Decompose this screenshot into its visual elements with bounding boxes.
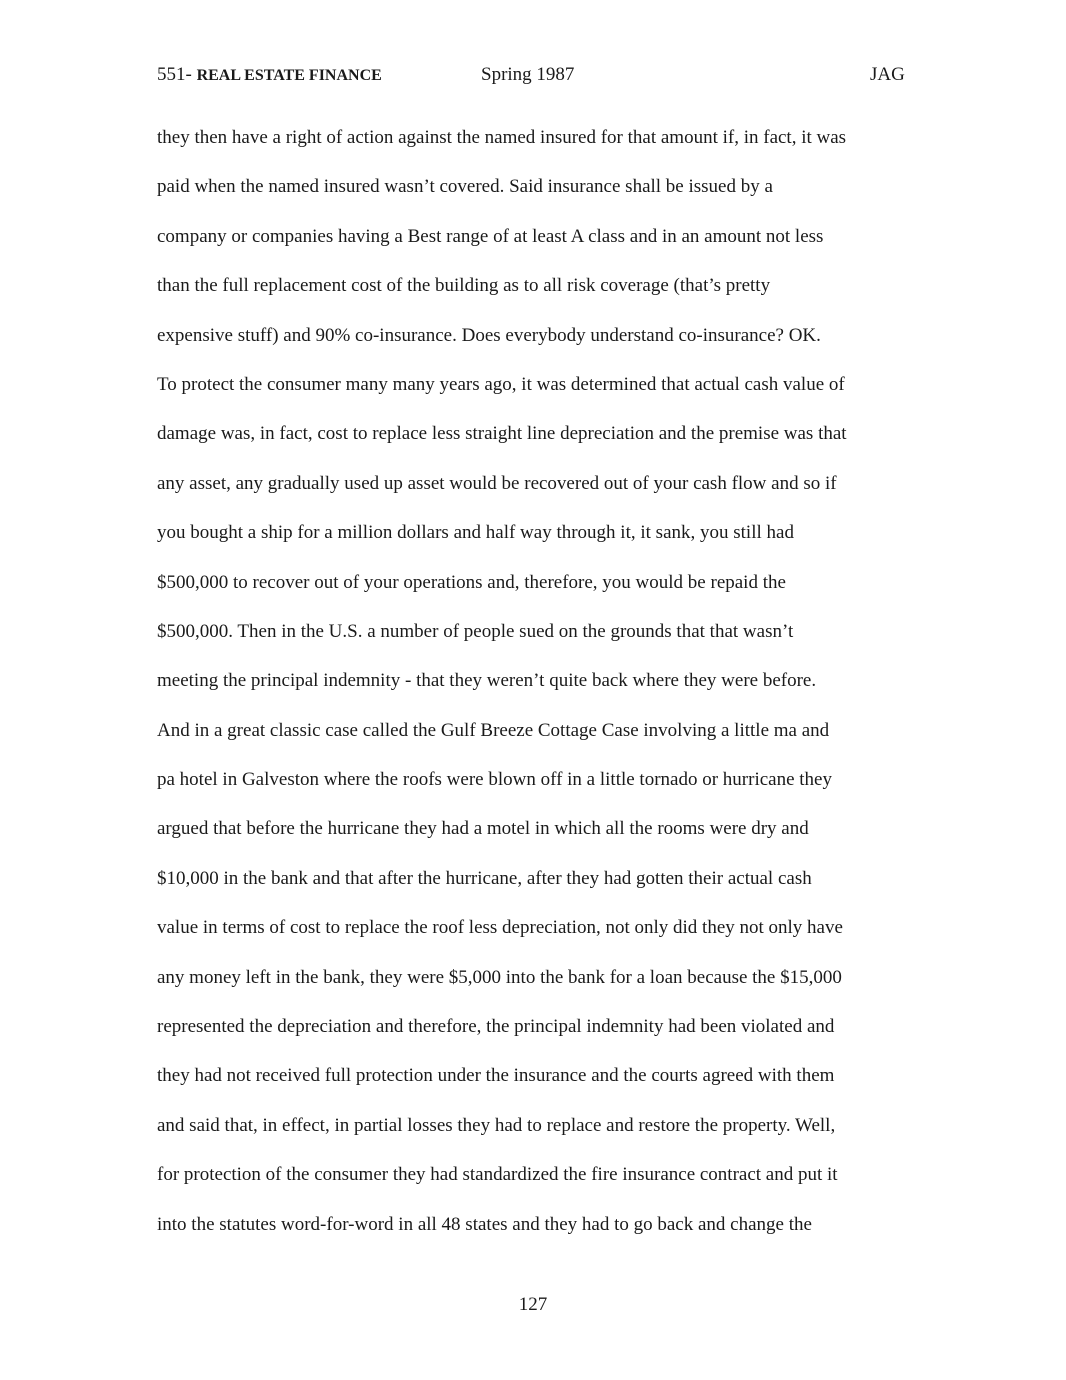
- text-line: company or companies having a Best range of at least A class and in an amount not less: [157, 225, 824, 247]
- text-line: they then have a right of action against the named insured for that amount if, in fact, it was: [157, 127, 847, 148]
- text-line: $500,000 to recover out of your operations and, therefore, you would be repaid the: [157, 571, 786, 593]
- text-line: pa hotel in Galveston where the roofs were blown off in a little tornado or hurricane they: [157, 769, 832, 791]
- text-line: expensive stuff) and 90% co-insurance. Does everybody understand co-insurance? OK.: [157, 324, 821, 346]
- text-line: value in terms of cost to replace the roof less depreciation, not only did they not only have: [157, 917, 843, 939]
- text-line: you bought a ship for a million dollars and half way through it, it sank, you still had: [157, 522, 794, 544]
- text-line: paid when the named insured wasn’t covered. Said insurance shall be issued by a: [157, 176, 773, 198]
- text-line: represented the depreciation and therefore, the principal indemnity had been violated and: [157, 1016, 835, 1038]
- text-line: and said that, in effect, in partial losses they had to replace and restore the property. Well,: [157, 1114, 836, 1136]
- text-line: than the full replacement cost of the building as to all risk coverage (that’s pretty: [157, 275, 771, 297]
- text-line: into the statutes word-for-word in all 48 states and they had to go back and change the: [157, 1213, 812, 1235]
- page-header-term: Spring 1987: [481, 64, 575, 85]
- text-line: argued that before the hurricane they had a motel in which all the rooms were dry and: [157, 818, 809, 840]
- text-line: any asset, any gradually used up asset would be recovered out of your cash flow and so if: [157, 472, 837, 494]
- text-line: any money left in the bank, they were $5,000 into the bank for a loan because the $15,000: [157, 966, 842, 988]
- page-header-course: [157, 64, 382, 86]
- text-line: damage was, in fact, cost to replace less straight line depreciation and the premise was that: [157, 423, 847, 445]
- course-title: REAL ESTATE FINANCE: [196, 67, 382, 84]
- text-line: To protect the consumer many many years ago, it was determined that actual cash value of: [157, 373, 845, 395]
- page-header-initials: JAG: [870, 64, 905, 85]
- text-line: And in a great classic case called the Gulf Breeze Cottage Case involving a little ma and: [157, 719, 830, 741]
- text-line: $500,000. Then in the U.S. a number of people sued on the grounds that that wasn’t: [157, 620, 794, 642]
- page-number: 127: [518, 1294, 548, 1315]
- text-line: they had not received full protection under the insurance and the courts agreed with them: [157, 1065, 835, 1087]
- text-line: meeting the principal indemnity - that they weren’t quite back where they were before.: [157, 670, 817, 692]
- text-line: $10,000 in the bank and that after the hurricane, after they had gotten their actual cash: [157, 867, 812, 889]
- transcript-body: [157, 124, 927, 1260]
- course-number: 551-: [157, 64, 197, 85]
- text-line: for protection of the consumer they had standardized the fire insurance contract and put it: [157, 1164, 838, 1186]
